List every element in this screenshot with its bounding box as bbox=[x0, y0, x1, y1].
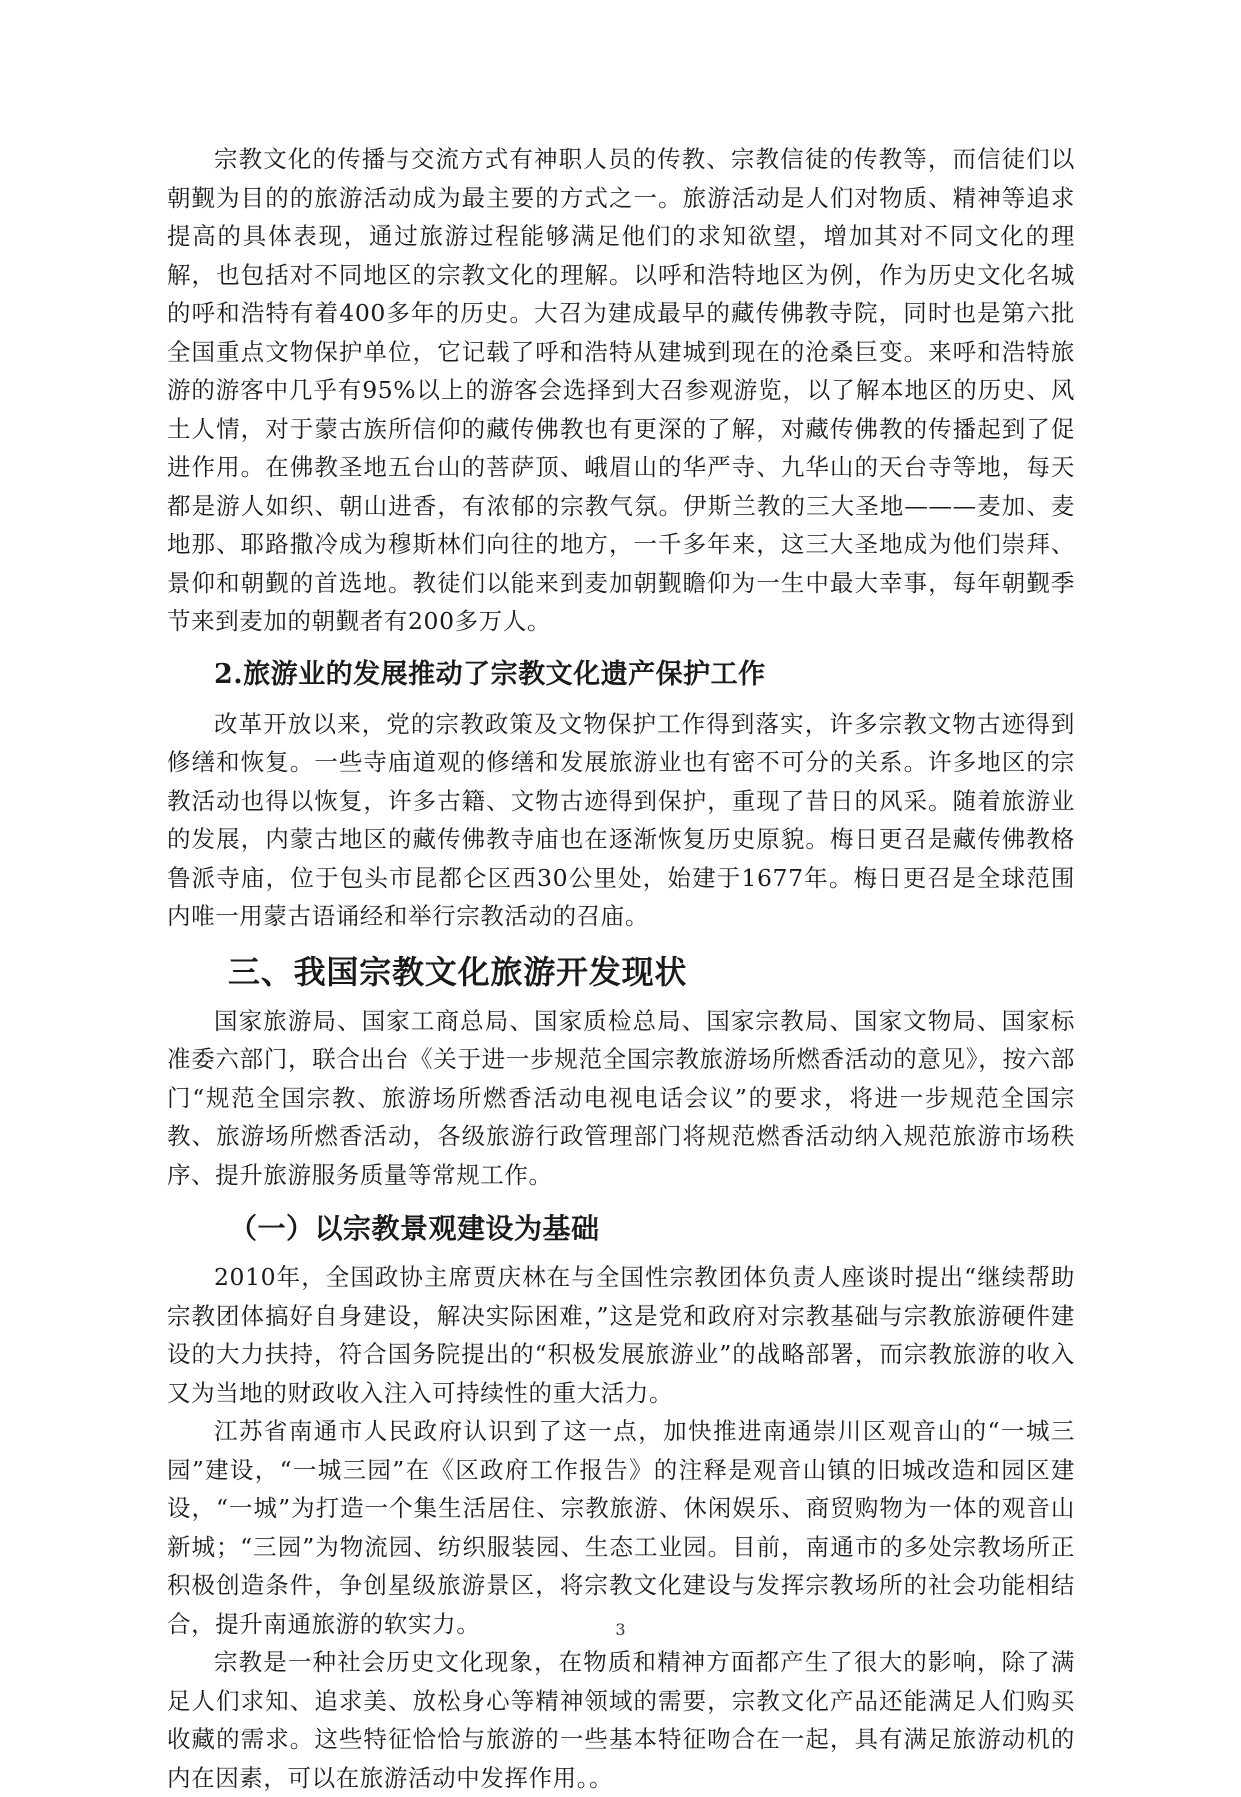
paragraph-nantong: 江苏省南通市人民政府认识到了这一点，加快推进南通崇川区观音山的“一城三园”建设，“一城三园”在《区政府工作报告》的注释是观音山镇的旧城改造和园区建设，“一城”为打造一个集生活居住、宗教旅游、休闲娱乐、商贸购物为一体的观音山新城；“三园”为物流园、纺织服装园、生态工业园。目前，南通市的多处宗教场所正积极创造条件，争创星级旅游景区，将宗教文化建设与发挥宗教场所的社会功能相结合，提升南通旅游的软实力。 bbox=[167, 1417, 1075, 1638]
document-body bbox=[167, 140, 1075, 1797]
paragraph-2010-jia-qinglin: 2010年，全国政协主席贾庆林在与全国性宗教团体负责人座谈时提出“继续帮助宗教团体搞好自身建设，解决实际困难，”这是党和政府对宗教基础与宗教旅游硬件建设的大力扶持，符合国务院提出的“积极发展旅游业”的战略部署，而宗教旅游的收入又为当地的财政收入注入可持续性的重大活力。 bbox=[167, 1263, 1075, 1407]
paragraph-reform-opening: 改革开放以来，党的宗教政策及文物保护工作得到落实，许多宗教文物古迹得到修缮和恢复。一些寺庙道观的修缮和发展旅游业也有密不可分的关系。许多地区的宗教活动也得以恢复，许多古籍、文物古迹得到保护，重现了昔日的风采。随着旅游业的发展，内蒙古地区的藏传佛教寺庙也在逐渐恢复历史原貌。梅日更召是藏传佛教格鲁派寺庙，位于包头市昆都仑区西30公里处，始建于1677年。梅日更召是全球范围内唯一用蒙古语诵经和举行宗教活动的召庙。 bbox=[167, 709, 1075, 930]
paragraph-six-departments: 国家旅游局、国家工商总局、国家质检总局、国家宗教局、国家文物局、国家标准委六部门，联合出台《关于进一步规范全国宗教旅游场所燃香活动的意见》，按六部门“规范全国宗教、旅游场所燃香活动电视电话会议”的要求，将进一步规范全国宗教、旅游场所燃香活动，各级旅游行政管理部门将规范燃香活动纳入规范旅游市场秩序、提升旅游服务质量等常规工作。 bbox=[167, 1006, 1075, 1189]
paragraph-religion-social-phenomenon: 宗教是一种社会历史文化现象，在物质和精神方面都产生了很大的影响，除了满足人们求知、追求美、放松身心等精神领域的需要，宗教文化产品还能满足人们购买收藏的需求。这些特征恰恰与旅游的一些基本特征吻合在一起，具有满足旅游动机的内在因素，可以在旅游活动中发挥作用。。 bbox=[167, 1648, 1075, 1792]
heading-subsection-one: （一）以宗教景观建设为基础 bbox=[229, 1212, 600, 1245]
page-number: 3 bbox=[615, 1620, 626, 1639]
heading-section-three: 三、我国宗教文化旅游开发现状 bbox=[228, 952, 688, 991]
paragraph-religious-culture-spread: 宗教文化的传播与交流方式有神职人员的传教、宗教信徒的传教等，而信徒们以朝觐为目的的旅游活动成为最主要的方式之一。旅游活动是人们对物质、精神等追求提高的具体表现，通过旅游过程能够满足他们的求知欲望，增加其对不同文化的理解，也包括对不同地区的宗教文化的理解。以呼和浩特地区为例，作为历史文化名城的呼和浩特有着400多年的历史。大召为建成最早的藏传佛教寺院，同时也是第六批全国重点文物保护单位，它记载了呼和浩特从建城到现在的沧桑巨变。来呼和浩特旅游的游客中几乎有95%以上的游客会选择到大召参观游览，以了解本地区的历史、风土人情，对于蒙古族所信仰的藏传佛教也有更深的了解，对藏传佛教的传播起到了促进作用。在佛教圣地五台山的菩萨顶、峨眉山的华严寺、九华山的天台寺等地，每天都是游人如织、朝山进香，有浓郁的宗教气氛。伊斯兰教的三大圣地———麦加、麦地那、耶路撒冷成为穆斯林们向往的地方，一千多年来，这三大圣地成为他们崇拜、景仰和朝觐的首选地。教徒们以能来到麦加朝觐瞻仰为一生中最大幸事，每年朝觐季节来到麦加的朝觐者有200多万人。 bbox=[167, 145, 1075, 635]
heading-tourism-heritage-protection: 2.旅游业的发展推动了宗教文化遗产保护工作 bbox=[214, 658, 766, 690]
